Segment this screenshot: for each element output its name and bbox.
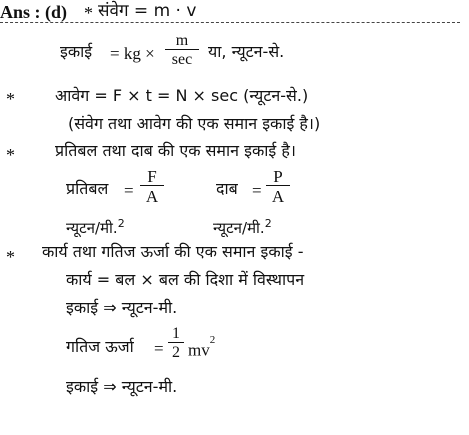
kinetic-energy-unit: इकाई ⇒ न्यूटन-मी.: [66, 377, 178, 396]
pressure-fraction: [266, 168, 290, 205]
kinetic-energy-equals: =: [154, 339, 164, 358]
kinetic-energy-mv: mv: [188, 340, 210, 360]
pressure-denominator: A: [271, 187, 285, 206]
impulse-note: (संवेग तथा आवेग की एक समान इकाई है।): [68, 114, 321, 133]
work-unit: इकाई ⇒ न्यूटन-मी.: [66, 298, 178, 317]
header-divider: [0, 22, 460, 23]
kinetic-energy-square: 2: [209, 334, 216, 346]
stress-numerator: F: [140, 168, 164, 186]
stress-unit-text: न्यूटन/मी.: [66, 219, 118, 237]
unit-fraction-numerator: m: [165, 33, 199, 50]
pressure-unit-text: न्यूटन/मी.: [213, 219, 265, 237]
stress-unit-square: 2: [117, 217, 125, 230]
unit-fraction: [165, 33, 199, 68]
kinetic-energy-denominator: 2: [172, 344, 180, 361]
stress-line: प्रतिबल तथा दाब की एक समान इकाई है।: [55, 141, 296, 160]
kinetic-energy-fraction: [168, 326, 184, 361]
kinetic-energy-label: गतिज ऊर्जा: [66, 337, 134, 356]
answer-label: Ans : (d): [0, 2, 68, 22]
kinetic-energy-term: [188, 334, 216, 360]
stress-bullet: *: [6, 145, 15, 165]
pressure-equals: =: [252, 181, 262, 200]
unit-label: इकाई: [60, 42, 93, 61]
unit-expression: = kg ×: [110, 44, 155, 63]
stress-equals: =: [124, 181, 134, 200]
stress-denominator: A: [145, 187, 159, 206]
stress-fraction: [140, 168, 164, 205]
stress-unit: [66, 218, 125, 236]
pressure-label: दाब: [216, 179, 238, 198]
work-definition: कार्य = बल × बल की दिशा में विस्थापन: [66, 270, 305, 289]
work-line: कार्य तथा गतिज ऊर्जा की एक समान इकाई -: [42, 242, 304, 261]
momentum-formula: संवेग = m · v: [98, 1, 197, 21]
impulse-line: आवेग = F × t = N × sec (न्यूटन-से.): [55, 86, 309, 105]
unit-alt: या, न्यूटन-से.: [208, 42, 285, 61]
impulse-bullet: *: [6, 89, 15, 109]
header-bullet: *: [84, 3, 93, 23]
work-bullet: *: [6, 247, 15, 267]
pressure-unit: [213, 218, 272, 236]
stress-label: प्रतिबल: [66, 179, 109, 198]
pressure-unit-square: 2: [264, 217, 272, 230]
pressure-numerator: P: [266, 168, 290, 186]
unit-fraction-denominator: sec: [171, 51, 193, 68]
kinetic-energy-numerator: 1: [168, 326, 184, 343]
